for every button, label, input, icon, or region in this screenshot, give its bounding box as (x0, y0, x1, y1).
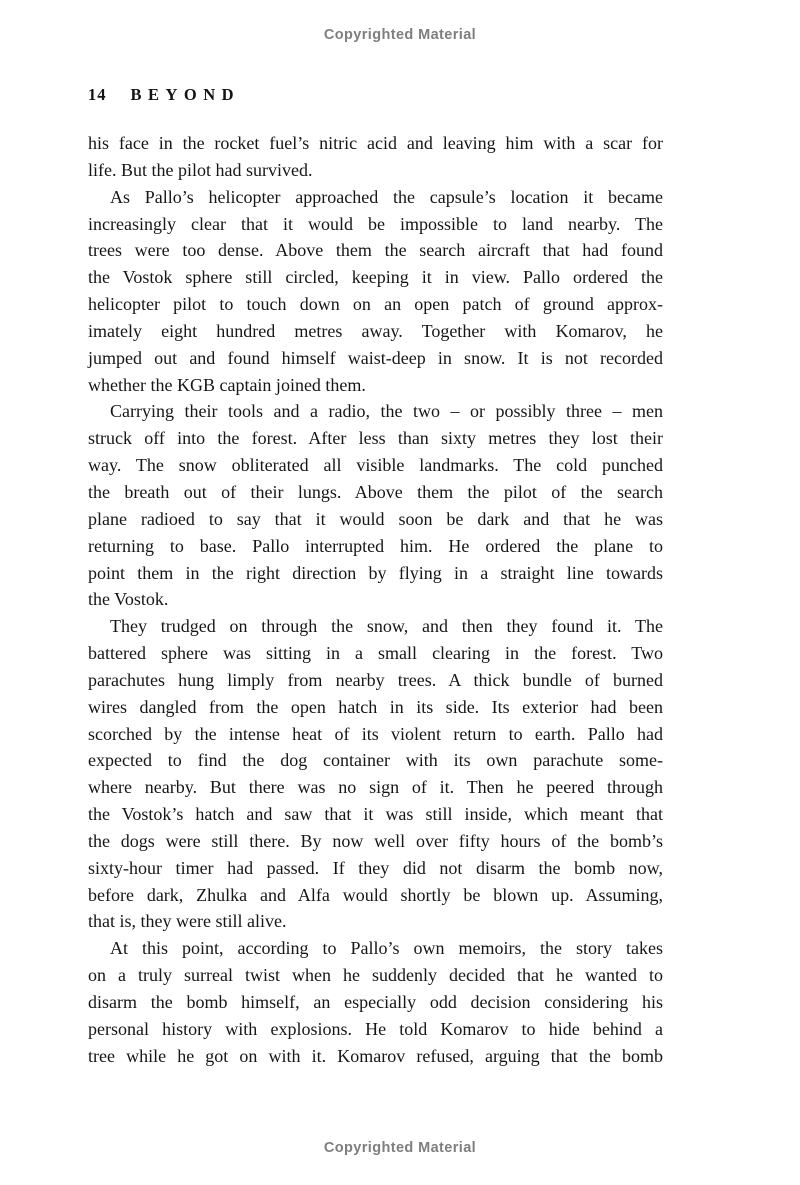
text-line: the Vostok’s hatch and saw that it was still inside, which meant that (88, 804, 663, 825)
text-line: They trudged on through the snow, and then they found it. The (110, 616, 663, 637)
text-line: the Vostok sphere still circled, keeping it in view. Pallo ordered the (88, 267, 663, 288)
text-line: trees were too dense. Above them the search aircraft that had found (88, 240, 663, 261)
text-line: way. The snow obliterated all visible landmarks. The cold punched (88, 455, 663, 476)
text-line: jumped out and found himself waist-deep in snow. It is not recorded (88, 347, 663, 368)
paragraph (88, 184, 663, 399)
text-line: that is, they were still alive. (88, 911, 287, 932)
text-line: the breath out of their lungs. Above them the pilot of the search (88, 481, 663, 502)
text-line: sixty-hour timer had passed. If they did not disarm the bomb now, (88, 857, 663, 878)
text-line: where nearby. But there was no sign of it. Then he peered through (88, 777, 663, 798)
paragraph (88, 398, 663, 613)
text-line: whether the KGB captain joined them. (88, 374, 366, 395)
text-line: on a truly surreal twist when he suddenly decided that he wanted to (88, 965, 663, 986)
copyright-notice-top: Copyrighted Material (323, 27, 477, 43)
text-line: As Pallo’s helicopter approached the capsule’s location it became (110, 186, 663, 207)
text-line: parachutes hung limply from nearby trees. A thick bundle of burned (88, 669, 663, 690)
text-line: personal history with explosions. He told Komarov to hide behind a (88, 1018, 663, 1039)
text-line: struck off into the forest. After less than sixty metres they lost their (88, 428, 663, 449)
text-line: the dogs were still there. By now well over fifty hours of the bomb’s (88, 830, 663, 851)
copyright-notice-bottom: Copyrighted Material (323, 1140, 477, 1156)
text-line: scorched by the intense heat of its violent return to earth. Pallo had (88, 723, 663, 744)
text-line: point them in the right direction by flying in a straight line towards (88, 562, 663, 583)
text-line: battered sphere was sitting in a small clearing in the forest. Two (88, 643, 663, 664)
text-line: his face in the rocket fuel’s nitric acid and leaving him with a scar for (88, 133, 663, 153)
text-line: At this point, according to Pallo’s own memoirs, the story takes (110, 938, 663, 959)
text-line: tree while he got on with it. Komarov refused, arguing that the bomb (88, 1045, 663, 1066)
text-line: life. But the pilot had survived. (88, 159, 313, 180)
text-line: returning to base. Pallo interrupted him. He ordered the plane to (88, 535, 663, 556)
text-line: plane radioed to say that it would soon be dark and that he was (88, 508, 663, 529)
text-line: before dark, Zhulka and Alfa would shortly be blown up. Assuming, (88, 884, 663, 905)
paragraph (88, 613, 663, 935)
paragraph (88, 935, 663, 1069)
running-head-title: BEYOND (130, 85, 241, 104)
running-header (88, 85, 240, 105)
text-line: helicopter pilot to touch down on an open patch of ground approx- (88, 294, 663, 315)
text-line: wires dangled from the open hatch in its side. Its exterior had been (88, 696, 663, 717)
text-line: the Vostok. (88, 589, 169, 610)
text-line: disarm the bomb himself, an especially odd decision considering his (88, 992, 663, 1012)
body-text (88, 130, 663, 1070)
text-line: increasingly clear that it would be impossible to land nearby. The (88, 213, 663, 234)
paragraph (88, 130, 663, 184)
page-number: 14 (88, 85, 107, 104)
text-line: expected to find the dog container with its own parachute some- (88, 750, 663, 771)
text-line: imately eight hundred metres away. Together with Komarov, he (88, 320, 663, 341)
text-line: Carrying their tools and a radio, the two – or possibly three – men (110, 401, 663, 422)
